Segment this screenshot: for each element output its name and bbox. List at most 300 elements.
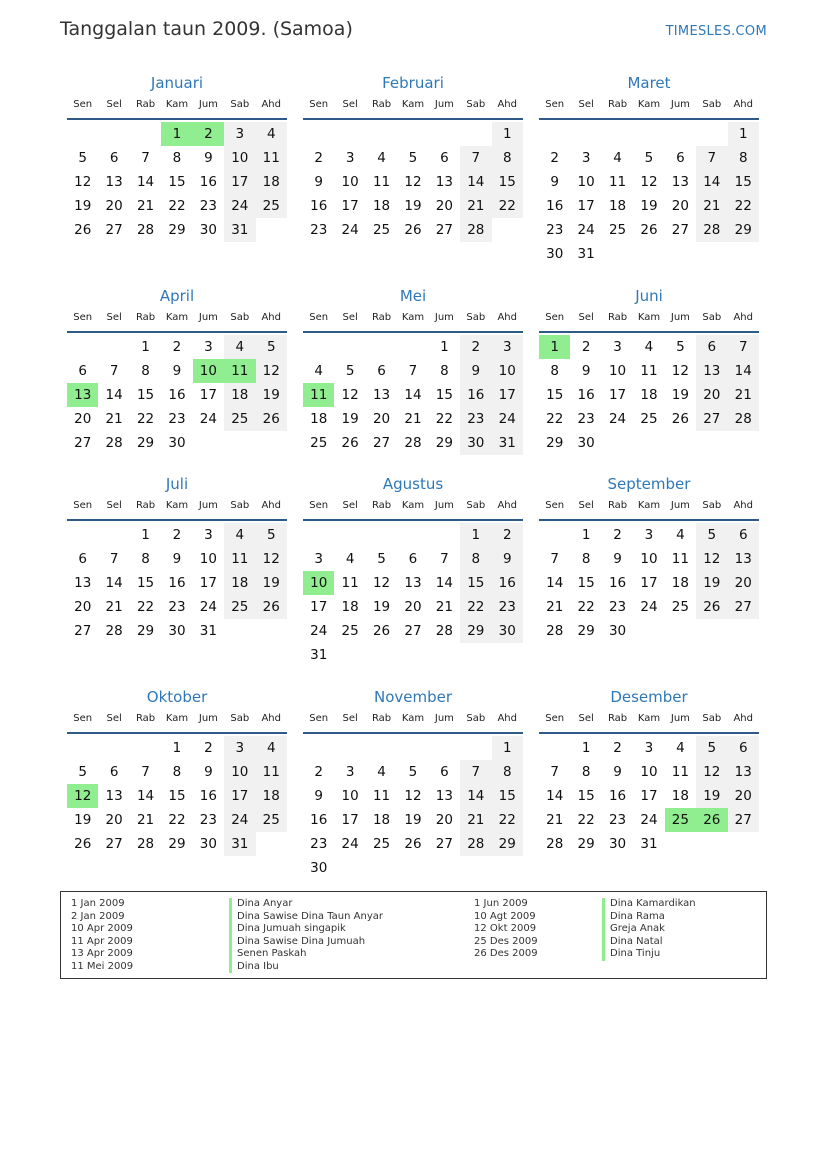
- day-cell: 7: [440, 551, 449, 567]
- day-cell: 31: [224, 832, 255, 856]
- empty-cell: [429, 523, 460, 547]
- day-cell: 7: [109, 551, 119, 567]
- week-row: [67, 194, 287, 218]
- month-name: Agustus: [382, 475, 444, 493]
- day-cell: 22: [168, 812, 186, 828]
- day-cell: 30: [608, 623, 627, 639]
- holiday-day: 26: [696, 808, 727, 832]
- legend-holiday-name: Greja Anak: [602, 923, 696, 936]
- day-cell: 9: [314, 174, 323, 190]
- day-cell: 14: [435, 575, 453, 591]
- legend-holiday-date: 11 Mei 2009: [71, 960, 134, 972]
- day-grid: [67, 523, 287, 643]
- day-cell: 12: [404, 788, 422, 804]
- week-row: [67, 335, 287, 359]
- day-cell: 22: [492, 194, 523, 218]
- week-row: [303, 808, 523, 832]
- day-cell: 1: [581, 740, 591, 756]
- weekday-label: Kam: [165, 312, 189, 323]
- day-cell: 17: [640, 575, 658, 591]
- week-row: [303, 431, 523, 455]
- day-cell: 29: [577, 836, 595, 852]
- week-row: [67, 146, 287, 170]
- day-cell: 22: [577, 812, 595, 828]
- month-name: November: [373, 688, 453, 706]
- weekday-label: Sel: [106, 99, 122, 110]
- empty-cell: [334, 736, 365, 760]
- week-row: [539, 146, 759, 170]
- day-cell: 26: [696, 595, 727, 619]
- weekday-label: Sel: [106, 713, 122, 724]
- empty-cell: [397, 856, 428, 880]
- day-cell: 23: [168, 599, 186, 615]
- weekday-header: [303, 495, 523, 521]
- empty-cell: [429, 122, 460, 146]
- day-cell: 10: [199, 551, 217, 567]
- holiday-day: 2: [193, 122, 224, 146]
- weekday-label: Rab: [607, 312, 628, 323]
- week-row: [67, 218, 287, 242]
- day-cell: 27: [435, 836, 453, 852]
- day-cell: 9: [613, 551, 622, 567]
- day-cell: 2: [172, 339, 182, 355]
- week-row: [67, 407, 287, 431]
- day-cell: 7: [408, 363, 418, 379]
- day-grid: [539, 335, 759, 455]
- weekday-label: Sab: [702, 312, 722, 323]
- day-cell: 20: [671, 198, 689, 214]
- day-cell: 4: [224, 335, 255, 359]
- day-cell: 21: [546, 812, 564, 828]
- legend-holiday-name: Dina Tinju: [602, 948, 696, 961]
- day-cell: 27: [372, 435, 391, 451]
- day-cell: 20: [105, 198, 123, 214]
- day-cell: 15: [492, 784, 523, 808]
- day-cell: 16: [310, 198, 328, 214]
- week-row: [67, 619, 287, 643]
- week-row: [67, 736, 287, 760]
- legend-holiday-date: 13 Apr 2009: [71, 948, 133, 959]
- day-cell: 8: [460, 547, 491, 571]
- day-cell: 21: [728, 383, 759, 407]
- weekday-label: Sel: [342, 500, 358, 511]
- day-cell: 3: [345, 764, 355, 780]
- day-cell: 3: [492, 335, 523, 359]
- day-cell: 2: [550, 150, 559, 166]
- month-name: Maret: [627, 74, 671, 92]
- empty-cell: [665, 832, 696, 856]
- weekday-label: Sen: [309, 99, 329, 110]
- legend-holiday-name: Dina Rama: [602, 911, 696, 924]
- day-cell: 17: [224, 784, 255, 808]
- legend-right-dates: [474, 898, 538, 961]
- day-cell: 20: [435, 812, 453, 828]
- month-name: Oktober: [146, 688, 208, 706]
- weekday-label: Ahd: [261, 500, 281, 511]
- week-row: [539, 736, 759, 760]
- week-row: [303, 383, 523, 407]
- weekday-header: [67, 307, 287, 333]
- week-row: [303, 359, 523, 383]
- week-row: [303, 146, 523, 170]
- weekday-label: Jum: [670, 500, 690, 511]
- day-cell: 22: [546, 411, 564, 427]
- day-cell: 26: [404, 222, 422, 238]
- weekday-label: Kam: [165, 713, 189, 724]
- legend-right-names: [602, 898, 696, 961]
- day-cell: 18: [671, 575, 689, 591]
- day-cell: 13: [728, 547, 759, 571]
- day-cell: 11: [341, 575, 359, 591]
- day-cell: 2: [172, 527, 182, 543]
- day-cell: 3: [224, 122, 255, 146]
- day-cell: 22: [136, 411, 155, 427]
- day-cell: 31: [224, 218, 255, 242]
- day-cell: 22: [435, 411, 453, 427]
- day-cell: 19: [404, 812, 422, 828]
- weekday-label: Sen: [309, 312, 329, 323]
- month-9: [539, 473, 759, 643]
- day-cell: 5: [78, 150, 87, 166]
- empty-cell: [728, 619, 759, 643]
- day-cell: 5: [696, 523, 727, 547]
- day-cell: 16: [310, 812, 328, 828]
- weekday-label: Rab: [371, 500, 392, 511]
- day-cell: 13: [404, 575, 422, 591]
- empty-cell: [460, 736, 491, 760]
- weekday-label: Jum: [198, 500, 218, 511]
- day-cell: 14: [105, 575, 123, 591]
- holiday-day: 12: [67, 784, 98, 808]
- day-cell: 8: [492, 146, 523, 170]
- day-cell: 12: [696, 760, 727, 784]
- day-cell: 3: [314, 551, 323, 567]
- day-cell: 3: [581, 150, 591, 166]
- weekday-label: Sab: [702, 500, 722, 511]
- day-cell: 20: [435, 198, 453, 214]
- day-cell: 17: [492, 383, 523, 407]
- holiday-day: 10: [303, 571, 334, 595]
- empty-cell: [633, 122, 664, 146]
- week-row: [539, 383, 759, 407]
- day-cell: 9: [460, 359, 491, 383]
- empty-cell: [429, 736, 460, 760]
- day-cell: 17: [640, 788, 658, 804]
- day-cell: 27: [728, 595, 759, 619]
- day-cell: 17: [608, 387, 627, 403]
- day-cell: 5: [696, 736, 727, 760]
- day-cell: 6: [676, 150, 685, 166]
- week-row: [67, 383, 287, 407]
- day-cell: 21: [696, 194, 727, 218]
- weekday-header: [67, 495, 287, 521]
- legend-holiday-date: 2 Jan 2009: [71, 910, 125, 922]
- day-cell: 10: [224, 146, 255, 170]
- empty-cell: [397, 335, 428, 359]
- weekday-label: Sel: [342, 713, 358, 724]
- day-cell: 9: [314, 788, 323, 804]
- day-cell: 19: [74, 812, 92, 828]
- day-cell: 22: [168, 198, 186, 214]
- day-cell: 8: [141, 363, 150, 379]
- day-cell: 24: [224, 808, 255, 832]
- day-cell: 1: [728, 122, 759, 146]
- day-cell: 13: [74, 575, 92, 591]
- day-cell: 25: [256, 808, 287, 832]
- month-2: [303, 72, 523, 242]
- day-cell: 10: [640, 764, 658, 780]
- day-cell: 31: [492, 431, 523, 455]
- weekday-label: Ahd: [261, 99, 281, 110]
- day-cell: 8: [141, 551, 150, 567]
- empty-cell: [460, 856, 491, 880]
- weekday-label: Sab: [230, 312, 250, 323]
- day-cell: 25: [310, 435, 328, 451]
- weekday-label: Sab: [230, 500, 250, 511]
- day-cell: 30: [546, 246, 564, 262]
- day-cell: 6: [408, 551, 418, 567]
- weekday-label: Sel: [578, 99, 594, 110]
- day-cell: 3: [224, 736, 255, 760]
- month-6: [539, 285, 759, 455]
- day-cell: 1: [440, 339, 449, 355]
- day-cell: 2: [492, 523, 523, 547]
- day-cell: 30: [577, 435, 595, 451]
- day-cell: 22: [577, 599, 595, 615]
- weekday-label: Sab: [466, 713, 486, 724]
- day-cell: 21: [546, 599, 564, 615]
- day-cell: 7: [696, 146, 727, 170]
- empty-cell: [665, 619, 696, 643]
- day-cell: 15: [136, 575, 155, 591]
- day-cell: 13: [372, 387, 391, 403]
- empty-cell: [193, 431, 224, 455]
- day-cell: 1: [141, 339, 150, 355]
- day-cell: 20: [74, 599, 92, 615]
- day-cell: 9: [172, 363, 182, 379]
- day-cell: 19: [696, 571, 727, 595]
- month-name: Juli: [165, 475, 189, 493]
- empty-cell: [334, 856, 365, 880]
- day-cell: 24: [310, 623, 328, 639]
- weekday-label: Sel: [342, 312, 358, 323]
- week-row: [303, 407, 523, 431]
- month-name: Mei: [399, 287, 427, 305]
- day-cell: 13: [728, 760, 759, 784]
- day-cell: 19: [256, 571, 287, 595]
- day-cell: 11: [671, 764, 689, 780]
- weekday-label: Jum: [434, 312, 454, 323]
- day-cell: 5: [408, 150, 418, 166]
- day-cell: 4: [377, 150, 386, 166]
- empty-cell: [303, 523, 334, 547]
- day-cell: 10: [608, 363, 627, 379]
- weekday-header: [303, 94, 523, 120]
- day-cell: 23: [168, 411, 186, 427]
- day-cell: 26: [256, 595, 287, 619]
- week-row: [303, 218, 523, 242]
- empty-cell: [334, 122, 365, 146]
- day-cell: 5: [644, 150, 654, 166]
- empty-cell: [696, 122, 727, 146]
- empty-cell: [696, 619, 727, 643]
- day-cell: 21: [460, 808, 491, 832]
- day-cell: 17: [224, 170, 255, 194]
- day-cell: 25: [224, 595, 255, 619]
- day-cell: 18: [671, 788, 689, 804]
- empty-cell: [98, 335, 129, 359]
- day-cell: 1: [172, 740, 182, 756]
- legend-holiday-date: 25 Des 2009: [474, 935, 538, 947]
- day-cell: 28: [136, 836, 155, 852]
- day-cell: 27: [74, 623, 92, 639]
- weekday-header: [303, 708, 523, 734]
- brand-link[interactable]: TIMESLES.COM: [665, 24, 767, 39]
- day-cell: 15: [136, 387, 155, 403]
- day-cell: 5: [78, 764, 87, 780]
- day-cell: 8: [728, 146, 759, 170]
- weekday-header: [539, 708, 759, 734]
- day-cell: 15: [577, 788, 595, 804]
- day-cell: 1: [492, 122, 523, 146]
- day-cell: 6: [109, 764, 119, 780]
- day-cell: 31: [640, 836, 658, 852]
- day-cell: 9: [550, 174, 559, 190]
- empty-cell: [539, 736, 570, 760]
- day-cell: 22: [136, 599, 155, 615]
- day-cell: 16: [577, 387, 595, 403]
- weekday-label: Sab: [466, 99, 486, 110]
- weekday-label: Sab: [466, 312, 486, 323]
- day-cell: 21: [404, 411, 422, 427]
- day-cell: 3: [345, 150, 355, 166]
- day-cell: 13: [105, 788, 123, 804]
- day-cell: 13: [435, 788, 453, 804]
- day-cell: 1: [581, 527, 591, 543]
- day-cell: 11: [224, 547, 255, 571]
- day-cell: 30: [492, 619, 523, 643]
- day-cell: 20: [105, 812, 123, 828]
- day-cell: 6: [78, 551, 87, 567]
- day-cell: 23: [460, 407, 491, 431]
- day-grid: [303, 122, 523, 242]
- day-cell: 8: [550, 363, 559, 379]
- day-cell: 15: [728, 170, 759, 194]
- day-cell: 2: [460, 335, 491, 359]
- legend-holiday-date: 12 Okt 2009: [474, 923, 537, 934]
- day-cell: 18: [256, 170, 287, 194]
- day-cell: 18: [372, 812, 391, 828]
- empty-cell: [633, 619, 664, 643]
- empty-cell: [665, 122, 696, 146]
- day-cell: 19: [404, 198, 422, 214]
- day-cell: 23: [310, 222, 328, 238]
- day-grid: [303, 335, 523, 455]
- weekday-header: [67, 708, 287, 734]
- week-row: [303, 571, 523, 595]
- weekday-label: Sen: [73, 500, 93, 511]
- empty-cell: [366, 856, 397, 880]
- weekday-label: Ahd: [733, 99, 753, 110]
- week-row: [539, 122, 759, 146]
- day-cell: 3: [204, 339, 213, 355]
- weekday-label: Ahd: [497, 500, 517, 511]
- day-cell: 16: [492, 571, 523, 595]
- day-cell: 28: [696, 218, 727, 242]
- weekday-header: [67, 94, 287, 120]
- week-row: [303, 523, 523, 547]
- day-cell: 4: [676, 527, 685, 543]
- empty-cell: [696, 431, 727, 455]
- weekday-header: [539, 495, 759, 521]
- day-cell: 9: [172, 551, 182, 567]
- day-cell: 5: [256, 523, 287, 547]
- day-cell: 6: [696, 335, 727, 359]
- day-cell: 31: [199, 623, 217, 639]
- empty-cell: [256, 832, 287, 856]
- week-row: [303, 595, 523, 619]
- legend-left-names: [229, 898, 383, 973]
- day-cell: 3: [204, 527, 213, 543]
- week-row: [539, 194, 759, 218]
- month-name: Februari: [382, 74, 444, 92]
- day-cell: 13: [435, 174, 453, 190]
- day-cell: 12: [341, 387, 359, 403]
- weekday-label: Ahd: [497, 713, 517, 724]
- weekday-label: Sen: [309, 500, 329, 511]
- day-cell: 27: [74, 435, 92, 451]
- day-cell: 29: [492, 832, 523, 856]
- empty-cell: [366, 523, 397, 547]
- weekday-label: Kam: [401, 713, 425, 724]
- week-row: [539, 595, 759, 619]
- weekday-label: Jum: [670, 99, 690, 110]
- legend-holiday-name: Dina Ibu: [229, 961, 383, 974]
- day-cell: 4: [256, 736, 287, 760]
- day-cell: 1: [492, 736, 523, 760]
- empty-cell: [460, 122, 491, 146]
- empty-cell: [303, 122, 334, 146]
- month-4: [67, 285, 287, 455]
- day-cell: 19: [341, 411, 359, 427]
- day-grid: [539, 523, 759, 643]
- month-1: [67, 72, 287, 242]
- day-cell: 17: [341, 198, 359, 214]
- legend-holiday-name: Dina Anyar: [229, 898, 383, 911]
- weekday-label: Sab: [702, 99, 722, 110]
- day-cell: 13: [671, 174, 689, 190]
- day-cell: 15: [460, 571, 491, 595]
- month-7: [67, 473, 287, 643]
- day-cell: 16: [199, 788, 217, 804]
- week-row: [303, 760, 523, 784]
- day-cell: 24: [577, 222, 595, 238]
- day-cell: 7: [550, 551, 559, 567]
- day-cell: 6: [728, 523, 759, 547]
- day-cell: 20: [696, 383, 727, 407]
- day-cell: 26: [341, 435, 359, 451]
- weekday-label: Kam: [165, 500, 189, 511]
- week-row: [539, 808, 759, 832]
- empty-cell: [539, 523, 570, 547]
- day-cell: 5: [377, 551, 386, 567]
- week-row: [67, 431, 287, 455]
- day-cell: 14: [136, 788, 155, 804]
- day-cell: 15: [435, 387, 453, 403]
- day-cell: 30: [310, 860, 328, 876]
- month-11: [303, 686, 523, 880]
- day-cell: 25: [671, 599, 689, 615]
